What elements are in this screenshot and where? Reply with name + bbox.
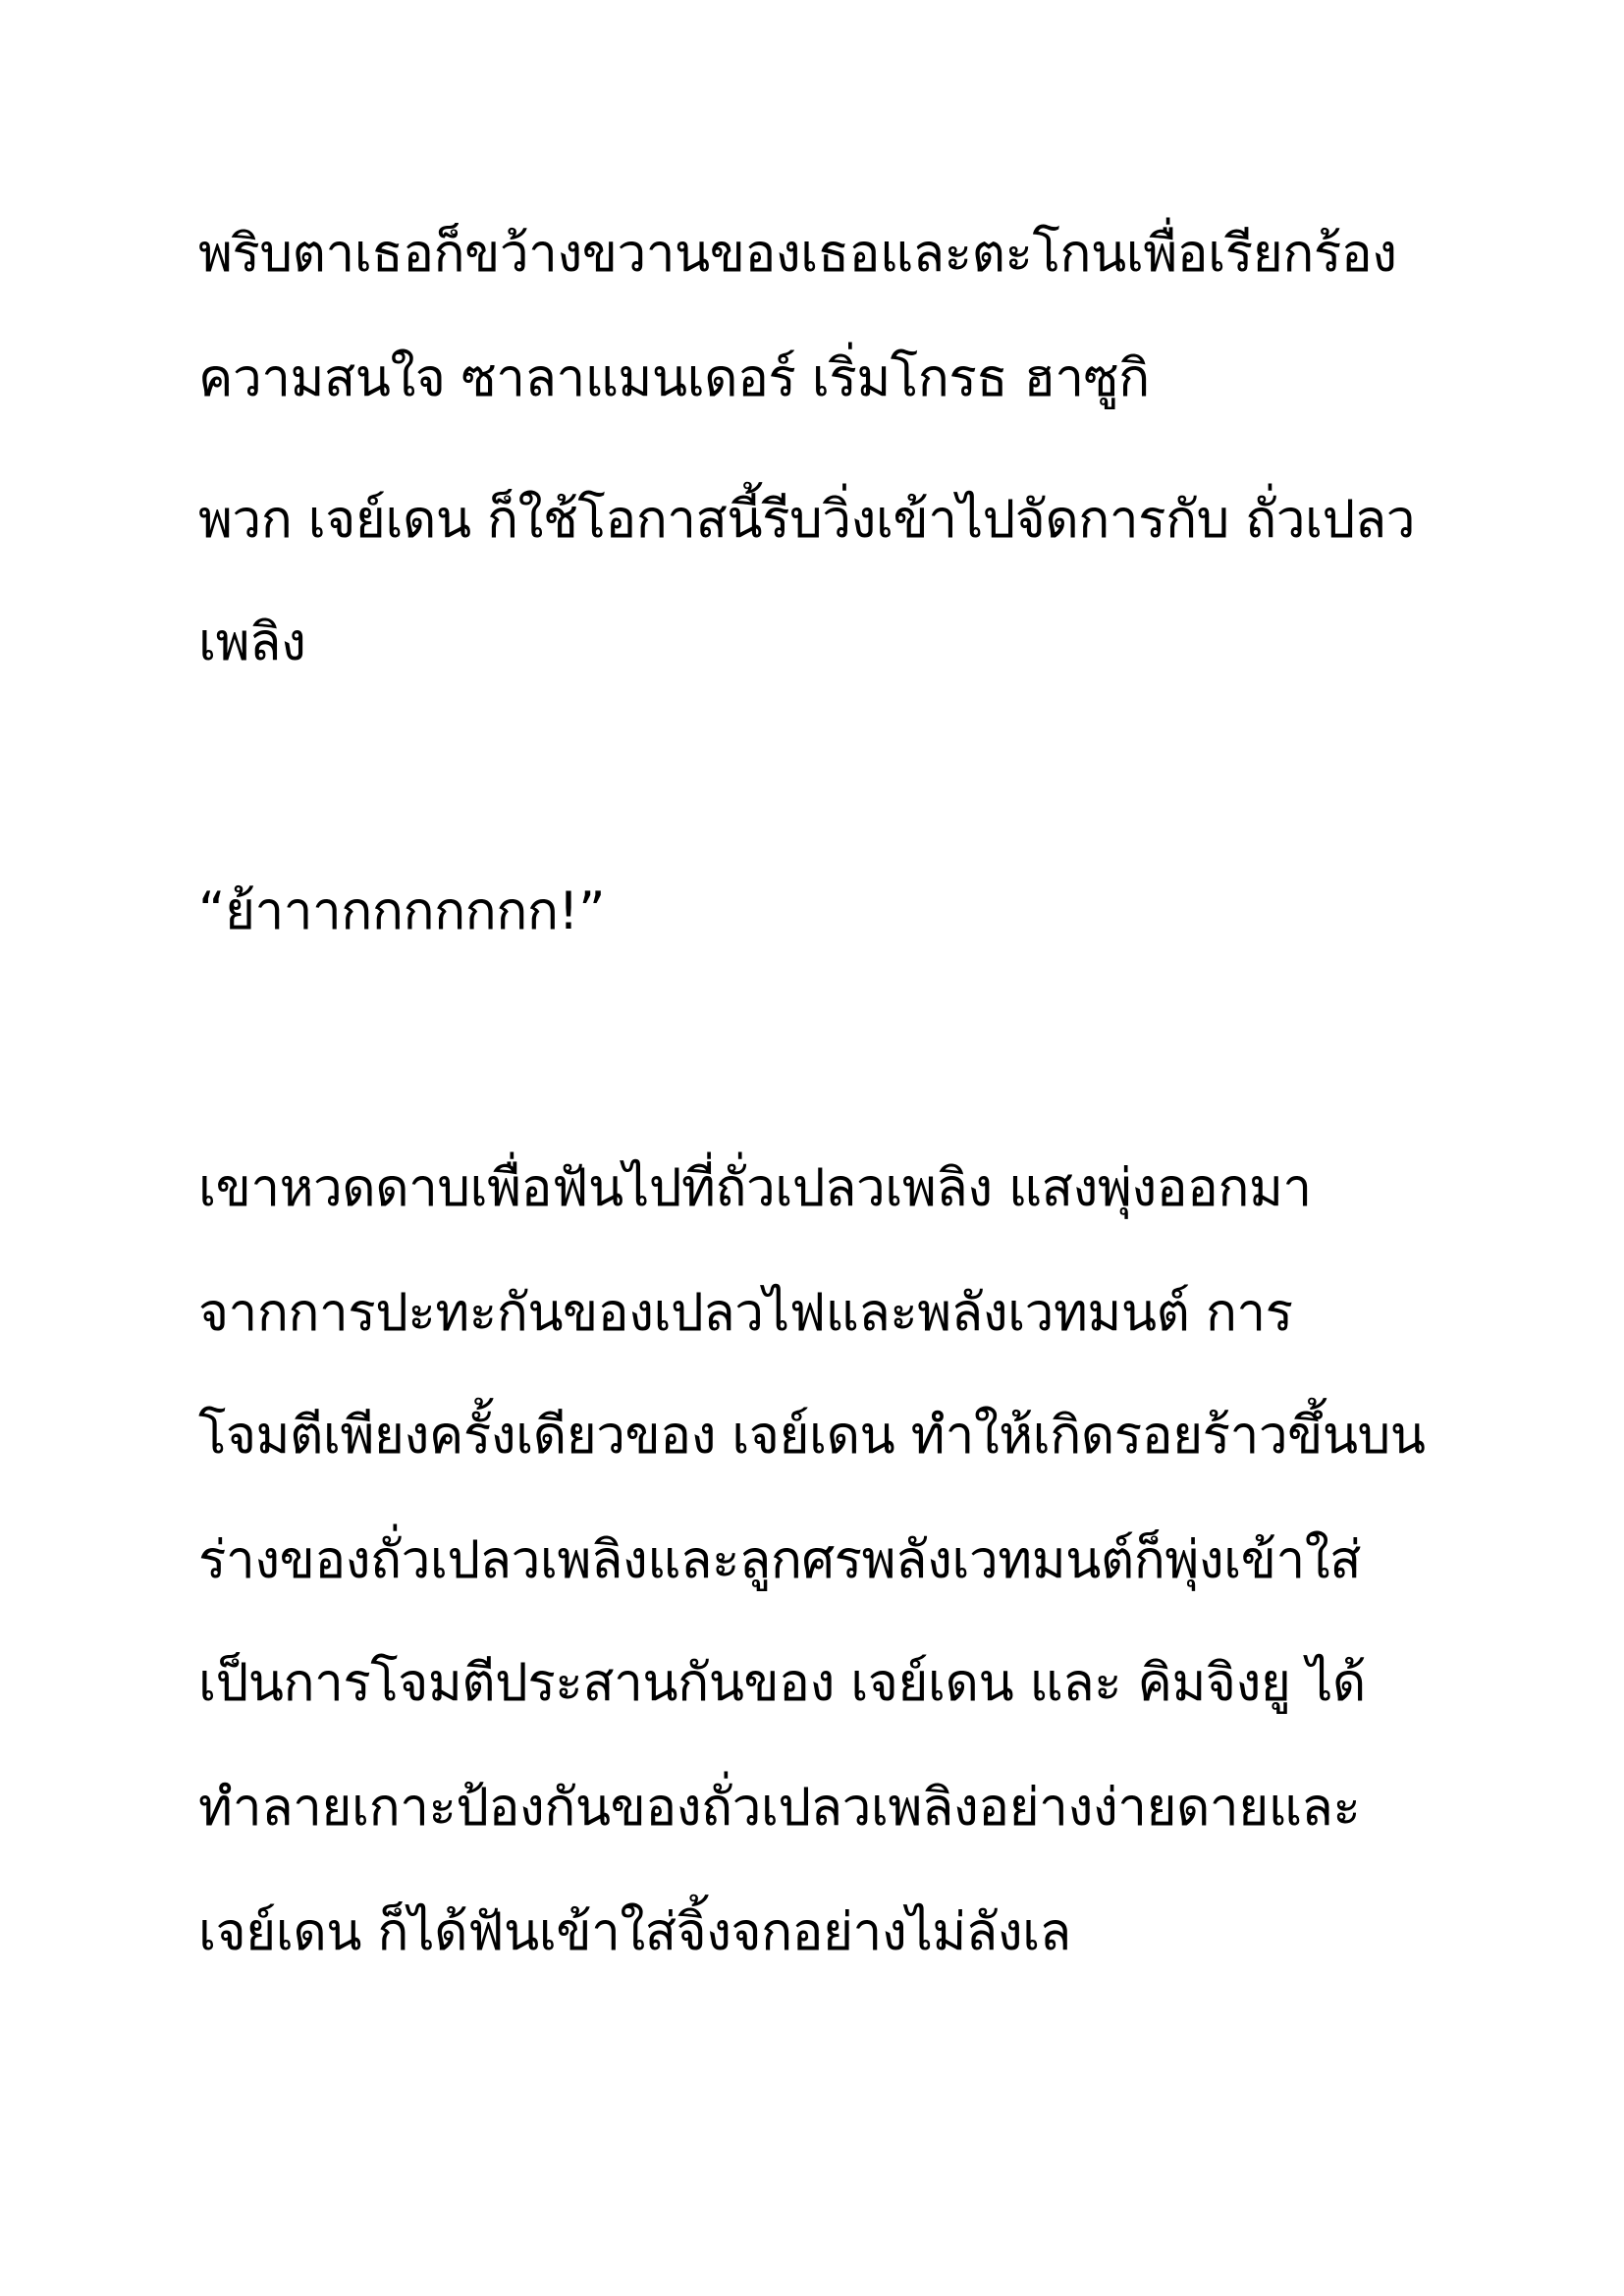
paragraph-1-line-1: พริบตาเธอก็ขว้างขวานของเธอและตะโกนเพื่อเรียกร้อง (198, 224, 1397, 284)
paragraph-2-line-1: เขาหวดดาบเพื่อฟันไปที่ถั่วเปลวเพลิง แสงพุ่งออกมา (198, 1158, 1312, 1218)
paragraph-2-line-3: โจมตีเพียงครั้งเดียวของ เจย์เดน ทำให้เกิดรอยร้าวขึ้นบน (198, 1406, 1426, 1466)
paragraph-1-line-4: เพลิง (198, 613, 306, 672)
paragraph-2-line-2: จากการปะทะกันของเปลวไฟและพลังเวทมนต์ การ (198, 1283, 1293, 1343)
paragraph-2-line-6: ทำลายเกาะป้องกันของถั่วเปลวเพลิงอย่างง่ายดายและ (198, 1778, 1361, 1838)
paragraph-2-line-7: เจย์เดน ก็ได้ฟันเข้าใส่จิ้งจกอย่างไม่ลังเล (198, 1902, 1071, 1962)
paragraph-1-line-3: พวก เจย์เดน ก็ใช้โอกาสนี้รีบวิ่งเข้าไปจัดการกับ ถั่วเปลว (198, 490, 1416, 550)
paragraph-1-line-2: ความสนใจ ซาลาแมนเดอร์ เริ่มโกรธ ฮาซูกิ (198, 348, 1150, 408)
shout-line: “ย้าาากกกกกกก!” (198, 881, 606, 941)
paragraph-2-line-4: ร่างของถั่วเปลวเพลิงและลูกศรพลังเวทมนต์ก็พุ่งเข้าใส่ (198, 1530, 1362, 1590)
paragraph-2-line-5: เป็นการโจมตีประสานกันของ เจย์เดน และ คิมจิงยู ได้ (198, 1653, 1366, 1713)
